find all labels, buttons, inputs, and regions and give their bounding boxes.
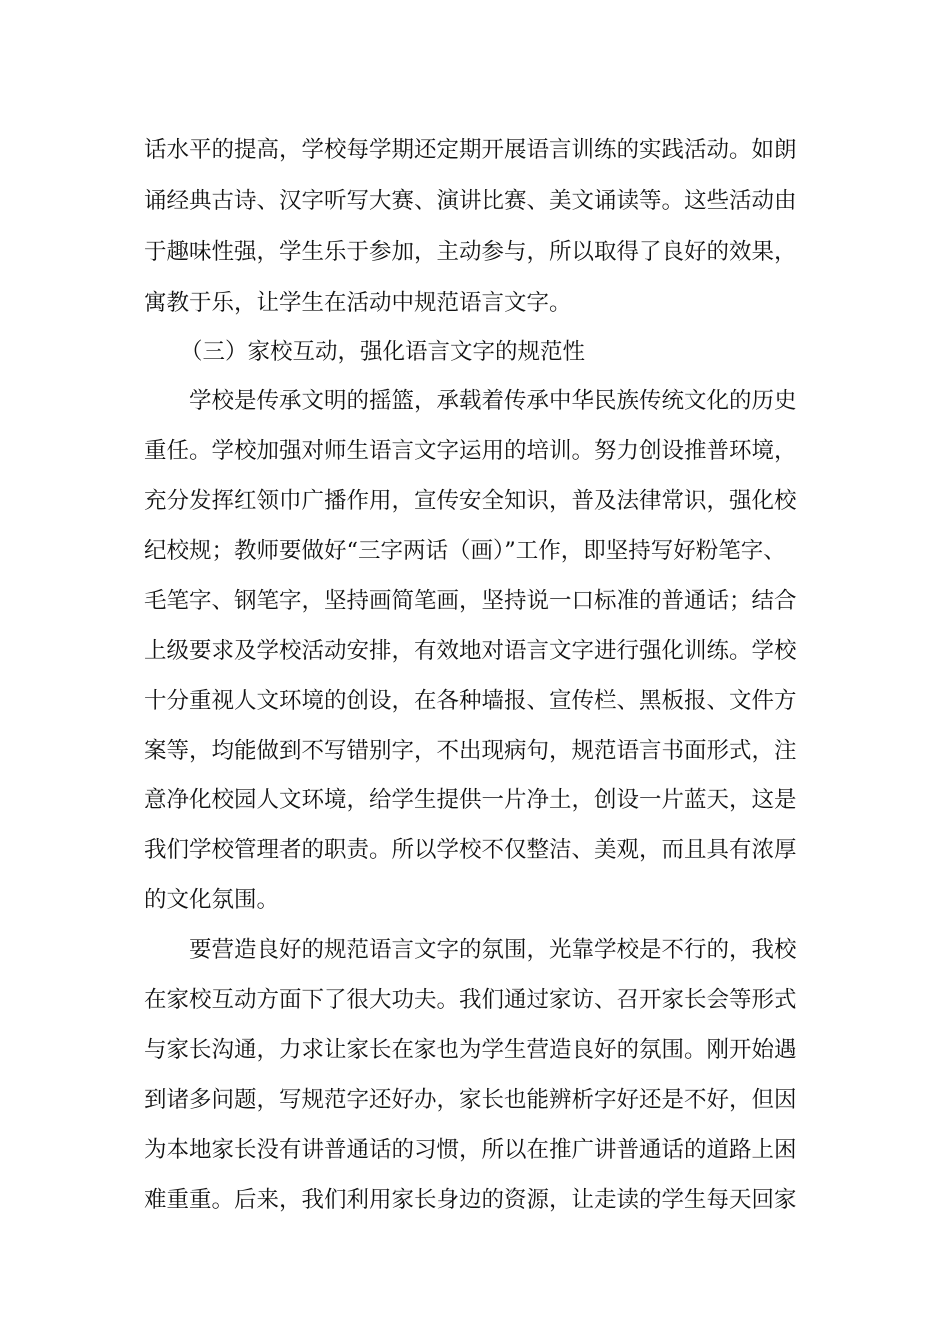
p2-line-7: 十分重视人文环境的创设，在各种墙报、宣传栏、黑板报、文件方 (144, 688, 797, 714)
p2-line-9: 意净化校园人文环境，给学生提供一片净土，创设一片蓝天，这是 (144, 787, 797, 813)
p1-line-4: 寓教于乐，让学生在活动中规范语言文字。 (144, 290, 572, 316)
p1-line-3: 于趣味性强，学生乐于参加，主动参与，所以取得了良好的效果， (144, 239, 797, 265)
p2-line-8: 案等，均能做到不写错别字，不出现病句，规范语言书面形式，注 (144, 738, 797, 764)
p3-line-4: 到诸多问题，写规范字还好办，家长也能辨析字好还是不好，但因 (144, 1087, 797, 1113)
p2-line-2: 重任。学校加强对师生语言文字运用的培训。努力创设推普环境， (144, 438, 797, 464)
p2-line-10: 我们学校管理者的职责。所以学校不仅整洁、美观，而且具有浓厚 (144, 837, 797, 863)
p2-line-5: 毛笔字、钢笔字，坚持画简笔画，坚持说一口标准的普通话；结合 (144, 588, 797, 614)
p2-line-3: 充分发挥红领巾广播作用，宣传安全知识，普及法律常识，强化校 (144, 488, 797, 514)
section-heading: （三）家校互动，强化语言文字的规范性 (180, 339, 586, 365)
p2-line-6: 上级要求及学校活动安排，有效地对语言文字进行强化训练。学校 (144, 638, 797, 664)
p3-line-6: 难重重。后来，我们利用家长身边的资源，让走读的学生每天回家 (144, 1187, 797, 1213)
p3-line-3: 与家长沟通，力求让家长在家也为学生营造良好的氛围。刚开始遇 (144, 1037, 797, 1063)
p3-line-1: 要营造良好的规范语言文字的氛围，光靠学校是不行的，我校 (189, 937, 797, 963)
p2-line-4: 纪校规；教师要做好“三字两话（画）”工作，即坚持写好粉笔字、 (144, 538, 786, 564)
p3-line-5: 为本地家长没有讲普通话的习惯，所以在推广讲普通话的道路上困 (144, 1137, 797, 1163)
p1-line-2: 诵经典古诗、汉字听写大赛、演讲比赛、美文诵读等。这些活动由 (144, 188, 797, 214)
p2-line-11: 的文化氛围。 (144, 887, 280, 913)
p3-line-2: 在家校互动方面下了很大功夫。我们通过家访、召开家长会等形式 (144, 987, 797, 1013)
p1-line-1: 话水平的提高，学校每学期还定期开展语言训练的实践活动。如朗 (144, 137, 797, 163)
p2-line-1: 学校是传承文明的摇篮，承载着传承中华民族传统文化的历史 (189, 388, 797, 414)
